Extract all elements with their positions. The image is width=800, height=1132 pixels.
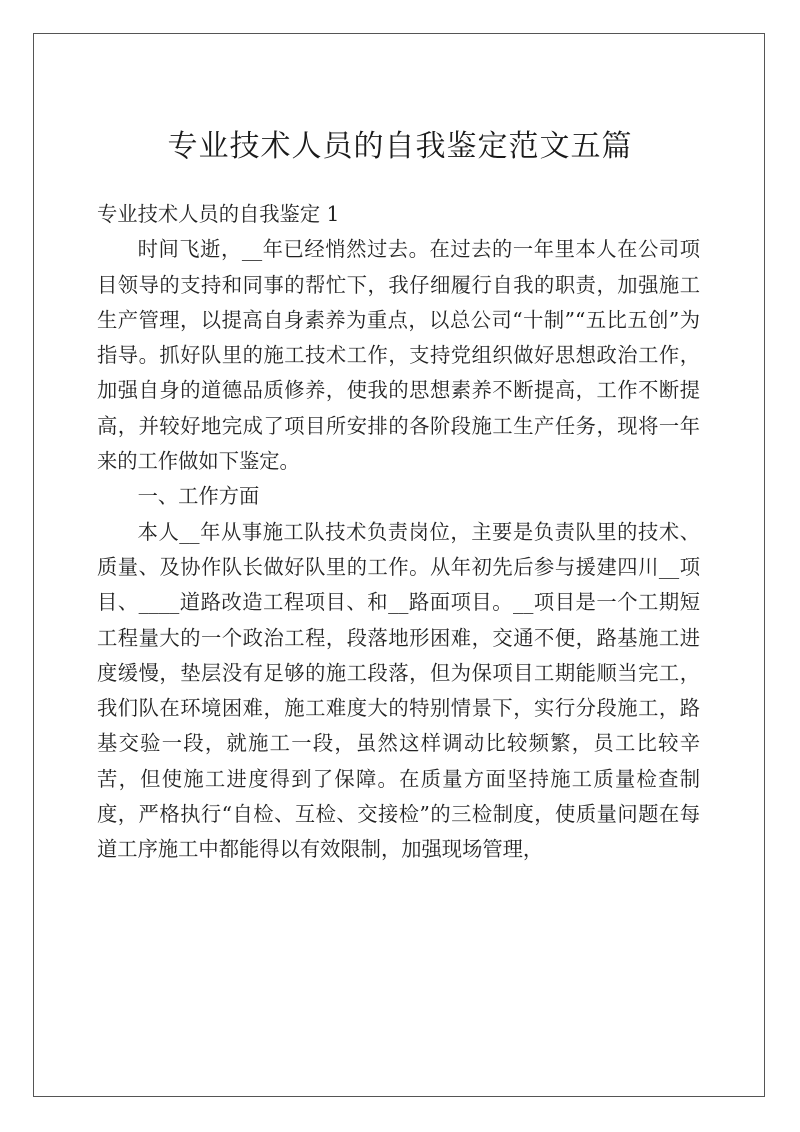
paragraph-intro: 时间飞逝，__年已经悄然过去。在过去的一年里本人在公司项目领导的支持和同事的帮忙下，我仔细履行自我的职责，加强施工生产管理，以提高自身素养为重点，以总公司“十制”“五比五创”为指导。抓好队里的施工技术工作，支持党组织做好思想政治工作，加强自身的道德品质修养，使我的思想素养不断提高，工作不断提高，并较好地完成了项目所安排的各阶段施工生产任务，现将一年来的工作做如下鉴定。 (97, 237, 700, 474)
section-title: 专业技术人员的自我鉴定 1 (97, 202, 340, 226)
document-body (97, 197, 700, 868)
paragraph-work: 本人__年从事施工队技术负责岗位，主要是负责队里的技术、质量、及协作队长做好队里的工作。从年初先后参与援建四川__项目、____道路改造工程项目、和__路面项目。__项目是一个工期短工程量大的一个政治工程，段落地形困难，交通不便，路基施工进度缓慢，垫层没有足够的施工段落，但为保项目工期能顺当完工，我们队在环境困难，施工难度大的特别情景下，实行分段施工，路基交验一段，就施工一段，虽然这样调动比较频繁，员工比较辛苦，但使施工进度得到了保障。在质量方面坚持施工质量检查制度，严格执行“自检、互检、交接检”的三检制度，使质量问题在每道工序施工中都能得以有效限制，加强现场管理， (97, 519, 700, 862)
subheading-work: 一、工作方面 (137, 484, 260, 509)
document-title: 专业技术人员的自我鉴定范文五篇 (167, 129, 633, 164)
